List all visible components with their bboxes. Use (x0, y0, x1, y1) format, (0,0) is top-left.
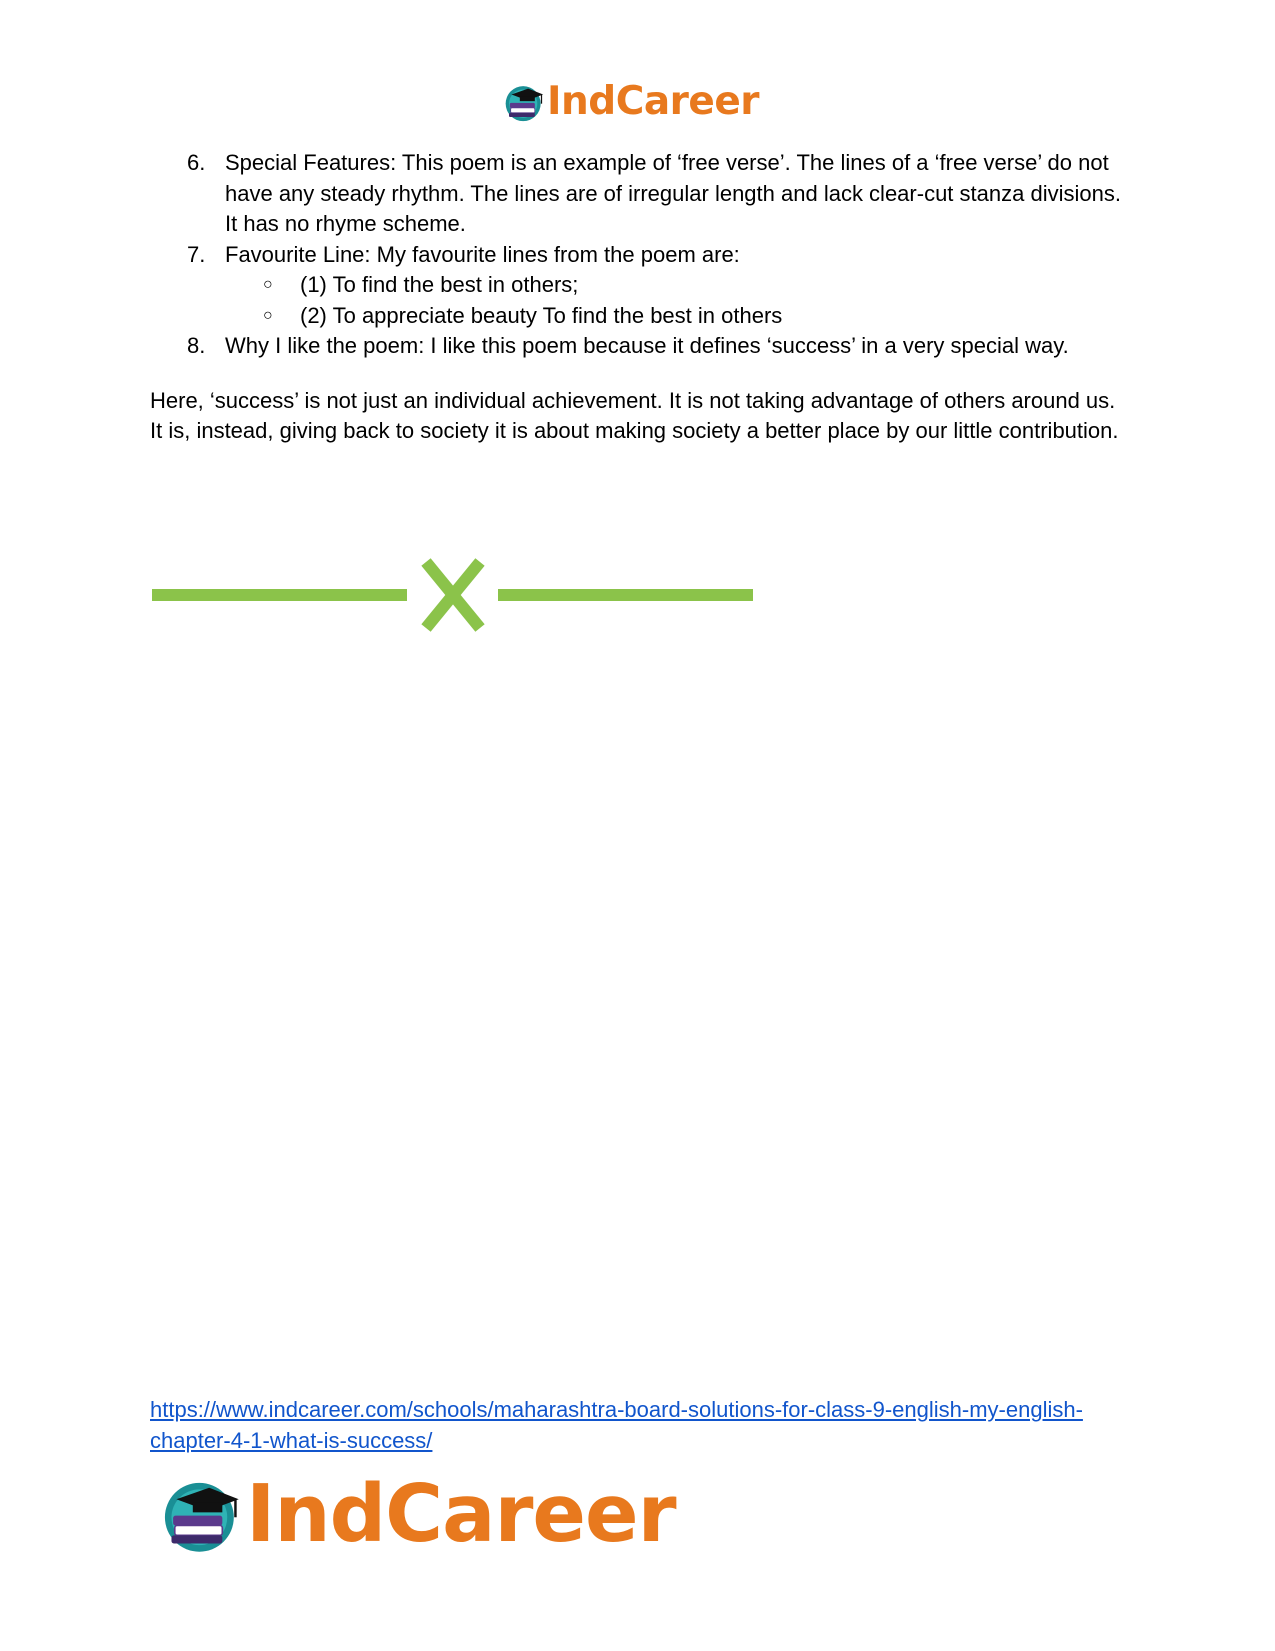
sub-list-item-text: (1) To find the best in others; (300, 272, 579, 297)
numbered-list (150, 148, 1130, 270)
sub-list-item-text: (2) To appreciate beauty To find the best in others (300, 302, 783, 328)
list-number: 8. (187, 333, 206, 358)
source-url-link[interactable]: https://www.indcareer.com/schools/maharashtra-board-solutions-for-class-9-english-my-english-chapter-4-1-what-is-success/ (150, 1397, 1083, 1453)
sub-list-item (150, 270, 1130, 301)
list-number: 6. (187, 150, 206, 175)
cross-divider-icon (150, 556, 755, 634)
list-item (150, 331, 1130, 362)
numbered-list-continued (150, 331, 1130, 362)
footer-logo (160, 1468, 676, 1560)
header-logo (503, 80, 759, 124)
favourite-lines-list (150, 270, 1130, 331)
list-number: 7. (187, 241, 206, 267)
list-item (150, 240, 1130, 271)
summary-paragraph: Here, ‘success’ is not just an individual achievement. It is not taking advantage of others around us. It is, instead, giving back to society it is about making society a better place by our little contribution. (150, 387, 1119, 443)
graduation-cap-books-icon (160, 1474, 242, 1554)
sub-list-item (150, 301, 1130, 332)
hollow-bullet-icon: ○ (263, 306, 273, 324)
brand-wordmark: IndCareer (246, 1468, 676, 1560)
list-item (150, 148, 1130, 240)
list-item-text: Why I like the poem: I like this poem because it defines ‘success’ in a very special way. (225, 333, 1069, 358)
graduation-cap-books-icon (503, 82, 545, 122)
list-item-text: Special Features: This poem is an example of ‘free verse’. The lines of a ‘free verse’ do not have any steady rhythm. The lines are of irregular length and lack clear-cut stanza divisions. It has no rhyme scheme. (225, 150, 1121, 236)
document-body (150, 148, 1130, 469)
hollow-bullet-icon: ○ (263, 276, 273, 293)
list-item-text: Favourite Line: My favourite lines from the poem are: (225, 241, 740, 267)
brand-wordmark: IndCareer (547, 79, 759, 124)
